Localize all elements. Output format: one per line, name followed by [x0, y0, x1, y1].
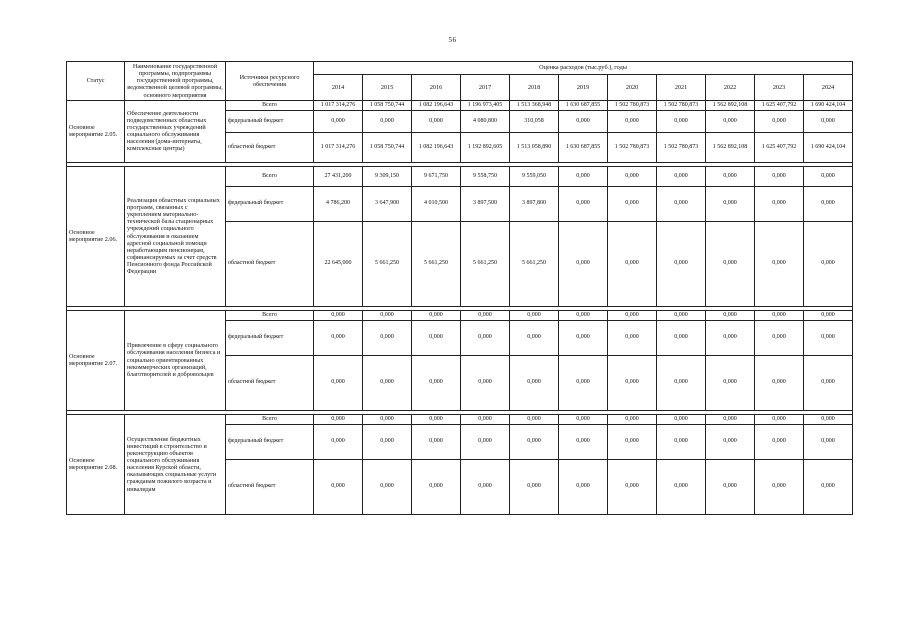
value-cell: 0,000 — [657, 414, 706, 424]
value-cell: 1 082 196,643 — [412, 132, 461, 162]
value-cell: 0,000 — [559, 186, 608, 221]
header-row — [67, 62, 853, 75]
value-cell: 0,000 — [657, 320, 706, 355]
value-cell: 0,000 — [559, 459, 608, 514]
value-cell: 0,000 — [657, 424, 706, 459]
value-cell: 0,000 — [412, 355, 461, 410]
value-cell: 0,000 — [608, 414, 657, 424]
value-cell: 0,000 — [608, 166, 657, 186]
value-cell: 0,000 — [804, 110, 853, 132]
year-header: 2022 — [706, 75, 755, 101]
measure-status: Основное мероприятие 2.07. — [67, 310, 125, 410]
value-cell: 0,000 — [755, 166, 804, 186]
value-cell: 1 017 314,276 — [314, 100, 363, 110]
value-cell: 0,000 — [657, 221, 706, 306]
value-cell: 0,000 — [461, 414, 510, 424]
value-cell: 0,000 — [657, 459, 706, 514]
value-cell: 0,000 — [657, 310, 706, 320]
value-cell: 0,000 — [314, 355, 363, 410]
value-cell: 0,000 — [706, 459, 755, 514]
value-cell: 0,000 — [804, 186, 853, 221]
value-cell: 0,000 — [314, 459, 363, 514]
value-cell: 0,000 — [363, 355, 412, 410]
measure-name: Обеспечение деятельности подведомственных областных государственных учреждений социального обслуживания населения (дома-интернаты, комплексные центры) — [125, 100, 226, 162]
value-cell: 0,000 — [559, 355, 608, 410]
year-header: 2020 — [608, 75, 657, 101]
value-cell: 0,000 — [706, 424, 755, 459]
value-cell: 4 080,800 — [461, 110, 510, 132]
value-cell: 0,000 — [510, 424, 559, 459]
value-cell: 0,000 — [755, 221, 804, 306]
source-cell: Всего — [226, 310, 314, 320]
value-cell: 3 647,900 — [363, 186, 412, 221]
value-cell: 1 630 687,855 — [559, 100, 608, 110]
budget-table — [66, 61, 853, 515]
value-cell: 0,000 — [559, 310, 608, 320]
value-cell: 0,000 — [314, 310, 363, 320]
value-cell: 0,000 — [559, 424, 608, 459]
value-cell: 0,000 — [608, 221, 657, 306]
value-cell: 0,000 — [657, 186, 706, 221]
value-cell: 9 559,050 — [510, 166, 559, 186]
source-cell: областной бюджет — [226, 132, 314, 162]
value-cell: 1 625 407,792 — [755, 100, 804, 110]
value-cell: 0,000 — [510, 414, 559, 424]
value-cell: 0,000 — [706, 310, 755, 320]
value-cell: 0,000 — [559, 110, 608, 132]
value-cell: 0,000 — [559, 166, 608, 186]
value-cell: 4 010,500 — [412, 186, 461, 221]
source-cell: областной бюджет — [226, 355, 314, 410]
value-cell: 0,000 — [608, 310, 657, 320]
value-cell: 0,000 — [412, 414, 461, 424]
year-header: 2017 — [461, 75, 510, 101]
source-cell: федеральный бюджет — [226, 110, 314, 132]
value-cell: 0,000 — [559, 414, 608, 424]
value-cell: 0,000 — [804, 424, 853, 459]
value-cell: 0,000 — [608, 110, 657, 132]
source-cell: Всего — [226, 100, 314, 110]
value-cell: 0,000 — [755, 414, 804, 424]
value-cell: 0,000 — [755, 424, 804, 459]
page-number: 56 — [448, 36, 457, 44]
year-header: 2019 — [559, 75, 608, 101]
value-cell: 5 661,250 — [363, 221, 412, 306]
value-cell: 0,000 — [363, 310, 412, 320]
value-cell: 0,000 — [363, 110, 412, 132]
value-cell: 0,000 — [363, 459, 412, 514]
value-cell: 0,000 — [559, 221, 608, 306]
table-row — [67, 100, 853, 110]
value-cell: 0,000 — [657, 166, 706, 186]
value-cell: 0,000 — [314, 414, 363, 424]
value-cell: 5 661,250 — [510, 221, 559, 306]
value-cell: 0,000 — [706, 221, 755, 306]
table-body — [67, 100, 853, 514]
value-cell: 1 058 750,744 — [363, 132, 412, 162]
measure-name: Осуществление бюджетных инвестиций в строительство и реконструкцию объектов социального обслуживания населения Курской области, оказывающих социальные услуги гражданам пожилого возраста и инвалидам — [125, 414, 226, 514]
value-cell: 310,058 — [510, 110, 559, 132]
source-cell: федеральный бюджет — [226, 186, 314, 221]
value-cell: 1 690 424,104 — [804, 100, 853, 110]
value-cell: 0,000 — [510, 459, 559, 514]
value-cell: 1 502 780,873 — [657, 100, 706, 110]
value-cell: 0,000 — [559, 320, 608, 355]
value-cell: 0,000 — [755, 355, 804, 410]
year-header: 2015 — [363, 75, 412, 101]
value-cell: 1 058 750,744 — [363, 100, 412, 110]
value-cell: 0,000 — [657, 110, 706, 132]
value-cell: 0,000 — [314, 110, 363, 132]
value-cell: 1 196 973,405 — [461, 100, 510, 110]
status-header: Статус — [67, 62, 125, 101]
value-cell: 5 661,250 — [461, 221, 510, 306]
value-cell: 1 562 892,108 — [706, 100, 755, 110]
value-cell: 0,000 — [314, 424, 363, 459]
measure-status: Основное мероприятие 2.05. — [67, 100, 125, 162]
value-cell: 0,000 — [363, 424, 412, 459]
value-cell: 0,000 — [755, 459, 804, 514]
source-header: Источники ресурсного обеспечения — [226, 62, 314, 101]
value-cell: 1 562 892,108 — [706, 132, 755, 162]
value-cell: 5 661,250 — [412, 221, 461, 306]
value-cell: 1 082 196,643 — [412, 100, 461, 110]
value-cell: 0,000 — [412, 310, 461, 320]
value-cell: 0,000 — [706, 166, 755, 186]
value-cell: 3 897,500 — [461, 186, 510, 221]
value-cell: 0,000 — [804, 414, 853, 424]
value-cell: 0,000 — [804, 221, 853, 306]
value-cell: 1 513 058,890 — [510, 132, 559, 162]
value-cell: 1 502 780,873 — [608, 132, 657, 162]
value-cell: 0,000 — [804, 166, 853, 186]
value-cell: 0,000 — [461, 459, 510, 514]
source-cell: областной бюджет — [226, 221, 314, 306]
value-cell: 4 786,200 — [314, 186, 363, 221]
value-cell: 0,000 — [461, 424, 510, 459]
value-cell: 22 645,000 — [314, 221, 363, 306]
value-cell: 1 502 780,873 — [608, 100, 657, 110]
table-row — [67, 310, 853, 320]
value-cell: 1 513 368,948 — [510, 100, 559, 110]
table-row — [67, 414, 853, 424]
table-row — [67, 166, 853, 186]
value-cell: 0,000 — [412, 320, 461, 355]
value-cell: 0,000 — [706, 110, 755, 132]
value-cell: 1 625 407,792 — [755, 132, 804, 162]
value-cell: 0,000 — [461, 355, 510, 410]
value-cell: 0,000 — [755, 110, 804, 132]
value-cell: 1 690 424,104 — [804, 132, 853, 162]
value-cell: 0,000 — [510, 320, 559, 355]
source-cell: областной бюджет — [226, 459, 314, 514]
name-header: Наименование государственной программы, подпрограммы государственной программы, ведомственной целевой программы, основного мероприятия — [125, 62, 226, 101]
value-cell: 1 017 314,276 — [314, 132, 363, 162]
value-cell: 0,000 — [804, 459, 853, 514]
value-cell: 27 431,200 — [314, 166, 363, 186]
year-header: 2016 — [412, 75, 461, 101]
table-header — [67, 62, 853, 101]
value-cell: 0,000 — [608, 320, 657, 355]
value-cell: 0,000 — [363, 320, 412, 355]
value-cell: 0,000 — [608, 186, 657, 221]
value-cell: 0,000 — [755, 320, 804, 355]
measure-status: Основное мероприятие 2.08. — [67, 414, 125, 514]
year-header: 2018 — [510, 75, 559, 101]
value-cell: 0,000 — [608, 355, 657, 410]
measure-name: Реализация областных социальных программ, связанных с укреплением материально-технической базы стационарных учреждений социального обслуживания и оказанием адресной социальной помощи неработающим пенсионерам, софинансируемых за счет средств Пенсионного фонда Российской Федерации — [125, 166, 226, 306]
value-cell: 0,000 — [314, 320, 363, 355]
value-cell: 3 897,800 — [510, 186, 559, 221]
value-cell: 0,000 — [461, 320, 510, 355]
value-cell: 9 309,150 — [363, 166, 412, 186]
estimate-header: Оценка расходов (тыс.руб.), годы — [314, 62, 853, 75]
value-cell: 1 192 892,605 — [461, 132, 510, 162]
value-cell: 0,000 — [706, 320, 755, 355]
value-cell: 0,000 — [510, 355, 559, 410]
value-cell: 0,000 — [510, 310, 559, 320]
value-cell: 1 502 780,873 — [657, 132, 706, 162]
value-cell: 0,000 — [608, 459, 657, 514]
year-header: 2021 — [657, 75, 706, 101]
value-cell: 1 630 687,855 — [559, 132, 608, 162]
value-cell: 0,000 — [804, 320, 853, 355]
source-cell: федеральный бюджет — [226, 424, 314, 459]
value-cell: 9 671,750 — [412, 166, 461, 186]
value-cell: 0,000 — [706, 414, 755, 424]
measure-status: Основное мероприятие 2.06. — [67, 166, 125, 306]
source-cell: Всего — [226, 414, 314, 424]
value-cell: 9 558,750 — [461, 166, 510, 186]
year-header: 2024 — [804, 75, 853, 101]
value-cell: 0,000 — [363, 414, 412, 424]
source-cell: Всего — [226, 166, 314, 186]
measure-name: Привлечение в сферу социального обслуживания населения бизнеса и социально ориентированных некоммерческих организаций, благотворителей и добровольцев — [125, 310, 226, 410]
value-cell: 0,000 — [412, 110, 461, 132]
year-header: 2023 — [755, 75, 804, 101]
value-cell: 0,000 — [755, 310, 804, 320]
value-cell: 0,000 — [412, 459, 461, 514]
value-cell: 0,000 — [657, 355, 706, 410]
source-cell: федеральный бюджет — [226, 320, 314, 355]
value-cell: 0,000 — [706, 355, 755, 410]
value-cell: 0,000 — [412, 424, 461, 459]
value-cell: 0,000 — [608, 424, 657, 459]
value-cell: 0,000 — [804, 310, 853, 320]
value-cell: 0,000 — [461, 310, 510, 320]
value-cell: 0,000 — [755, 186, 804, 221]
year-header: 2014 — [314, 75, 363, 101]
value-cell: 0,000 — [706, 186, 755, 221]
value-cell: 0,000 — [804, 355, 853, 410]
